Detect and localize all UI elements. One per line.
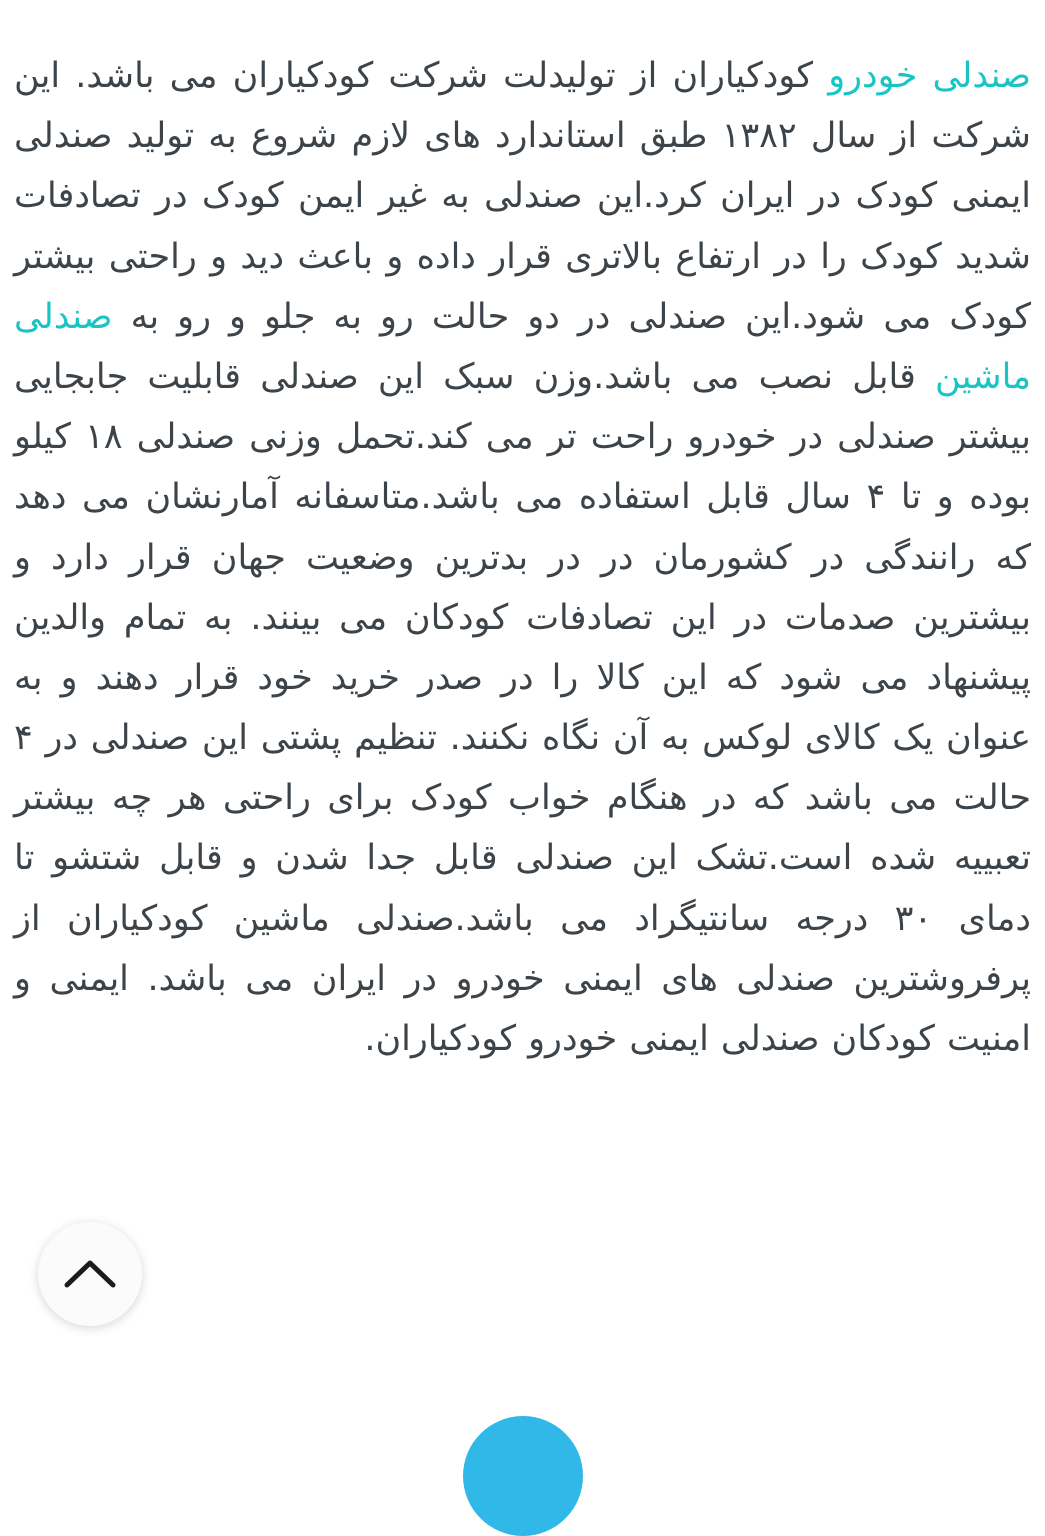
product-description-text xyxy=(14,46,1031,1069)
paragraph-run: کودکیاران از تولیدلت شرکت کودکیاران می باشد. این شرکت از سال ۱۳۸۲ طبق استاندارد های لازم شروع به تولید صندلی ایمنی کودک در ایران کرد.این صندلی به غیر ایمن کودک در تصادفات شدید کودک را در ارتفاع بالاتری قرار داده و باعث دید و راحتی بیشتر کودک می شود.این صندلی در دو حالت رو به جلو و رو به xyxy=(14,56,1031,337)
scroll-to-top-button[interactable] xyxy=(38,1222,142,1326)
bottom-floating-action-button[interactable] xyxy=(463,1416,583,1536)
chevron-up-icon xyxy=(63,1257,117,1291)
paragraph-run: قابل نصب می باشد.وزن سبک این صندلی قابلیت جابجایی بیشتر صندلی در خودرو راحت تر می کند.تحمل وزنی صندلی ۱۸ کیلو بوده و تا ۴ سال قابل استفاده می باشد.متاسفانه آمارنشان می دهد که رانندگی در کشورمان در در بدترین وضعیت جهان قرار دارد و بیشترین صدمات در این تصادفات کودکان می بینند. به تمام والدین پیشنهاد می شود که این کالا را در صدر خرید خود قرار دهند و به عنوان یک کالای لوکس به آن نگاه نکنند. تنظیم پشتی این صندلی در ۴ حالت می باشد که در هنگام خواب کودک برای راحتی هر چه بیشتر تعبییه شده است.تشک این صندلی قابل جدا شدن و قابل شتشو تا دمای ۳۰ درجه سانتیگراد می باشد.صندلی ماشین کودکیاران از پرفروشترین صندلی های ایمنی خودرو در ایران می باشد. ایمنی و امنیت کودکان صندلی ایمنی خودرو کودکیاران. xyxy=(14,356,1031,1059)
inline-link[interactable]: صندلی ماشین xyxy=(14,296,1031,397)
inline-link[interactable]: صندلی خودرو xyxy=(828,56,1031,96)
